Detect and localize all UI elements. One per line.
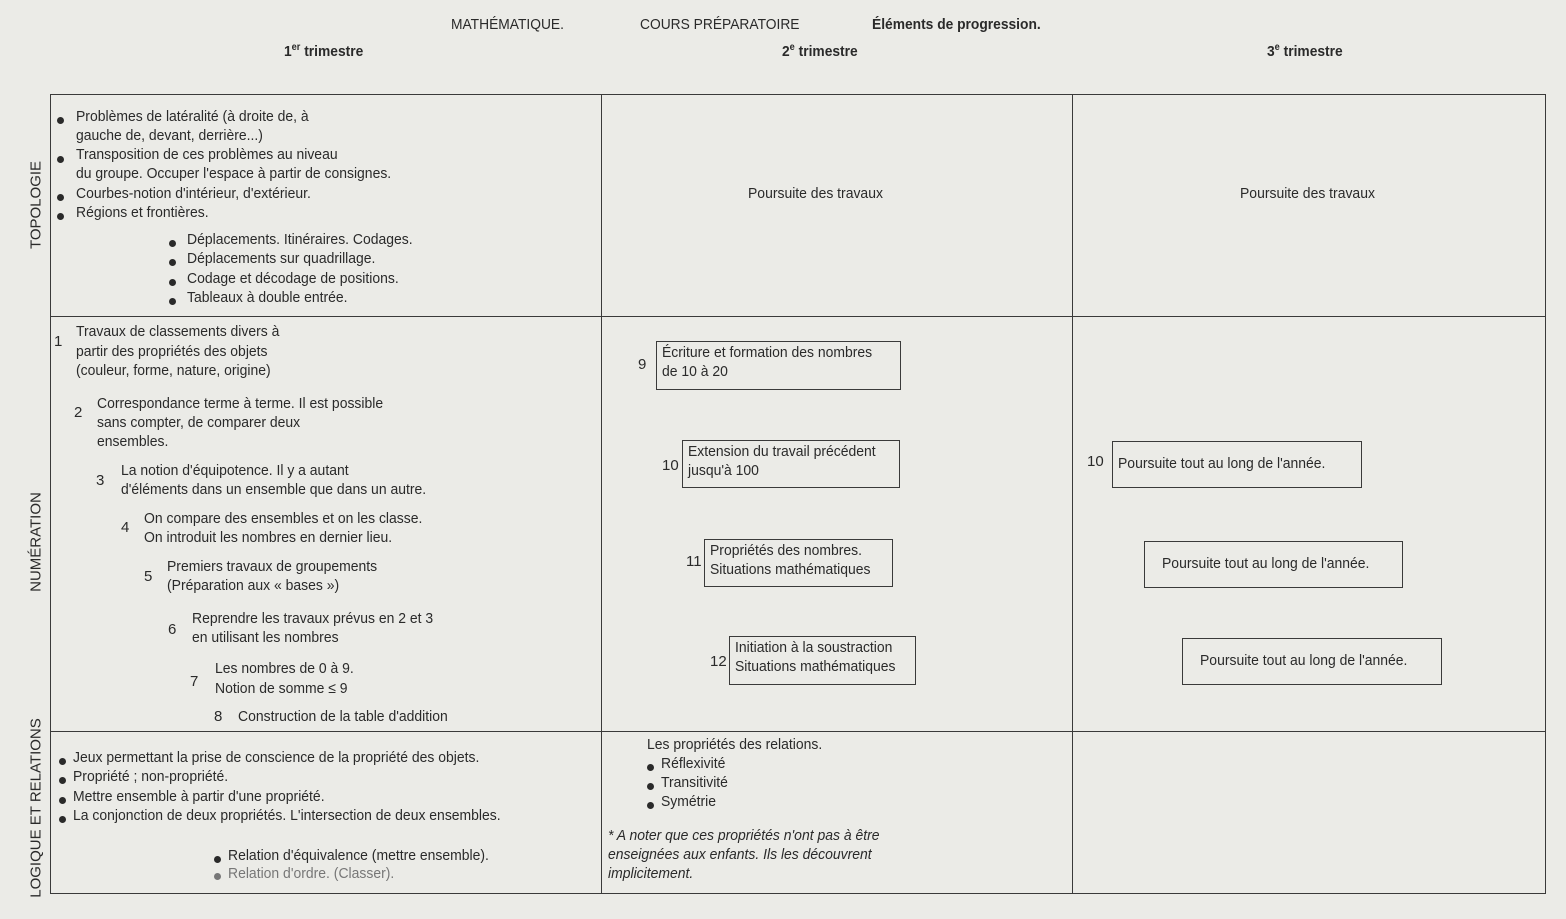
step-number: 8 (214, 708, 223, 725)
numeration-step-text: sans compter, de comparer deux (97, 414, 301, 431)
numeration-box: Extension du travail précédent jusqu'à 100 (682, 440, 900, 488)
step-number: 7 (190, 673, 199, 690)
label-column-border (50, 94, 51, 894)
numeration-step-text: Construction de la table d'addition (238, 708, 448, 725)
logique-note: implicitement. (608, 865, 694, 882)
row-label-numeration: NUMÉRATION (27, 492, 45, 592)
topologie-item: du groupe. Occuper l'espace à partir de consignes. (76, 165, 392, 182)
step-number: 4 (121, 519, 130, 536)
level-heading: COURS PRÉPARATOIRE (640, 16, 800, 33)
step-number: 1 (54, 333, 63, 350)
bullet (169, 240, 176, 247)
bullet (57, 156, 64, 163)
bullet (57, 117, 64, 124)
logique-item: La conjonction de deux propriétés. L'intersection de deux ensembles. (73, 807, 501, 824)
column-divider-1 (601, 94, 602, 894)
numeration-step-text: Premiers travaux de groupements (167, 558, 378, 575)
topologie-item: gauche de, devant, derrière...) (76, 127, 263, 144)
bullet (169, 259, 176, 266)
row-divider-2 (50, 731, 1546, 732)
bullet (647, 802, 654, 809)
term3-heading: 3e trimestre (1267, 42, 1343, 60)
table-top-border (50, 94, 1546, 95)
logique-property: Transitivité (661, 774, 728, 791)
numeration-step-text: Notion de somme ≤ 9 (215, 680, 348, 697)
bullet (214, 856, 221, 863)
bullet (59, 816, 66, 823)
numeration-box: Poursuite tout au long de l'année. (1144, 541, 1403, 588)
numeration-box: Poursuite tout au long de l'année. (1112, 441, 1362, 488)
logique-property: Réflexivité (661, 755, 726, 772)
logique-note: enseignées aux enfants. Ils les découvrent (608, 846, 872, 863)
numeration-box: Propriétés des nombres. Situations mathématiques (704, 539, 893, 587)
box-number: 10 (1087, 453, 1104, 470)
table-bottom-border (50, 893, 1546, 894)
term1-heading: 1er trimestre (284, 42, 364, 60)
topologie-item: Courbes-notion d'intérieur, d'extérieur. (76, 185, 311, 202)
row-divider-1 (50, 316, 1546, 317)
topologie-subitem: Tableaux à double entrée. (187, 289, 348, 306)
title-heading: Éléments de progression. (872, 16, 1041, 33)
topologie-item: Régions et frontières. (76, 204, 209, 221)
numeration-step-text: Correspondance terme à terme. Il est possible (97, 395, 384, 412)
subject-heading: MATHÉMATIQUE. (451, 16, 564, 33)
numeration-box: Poursuite tout au long de l'année. (1182, 638, 1442, 685)
topologie-term2-text: Poursuite des travaux (748, 185, 883, 202)
topologie-subitem: Codage et décodage de positions. (187, 270, 399, 287)
topologie-item: Transposition de ces problèmes au niveau (76, 146, 338, 163)
bullet (647, 783, 654, 790)
numeration-step-text: Travaux de classements divers à (76, 323, 280, 340)
topologie-subitem: Déplacements sur quadrillage. (187, 250, 376, 267)
logique-note: * A noter que ces propriétés n'ont pas à être (608, 827, 880, 844)
step-number: 5 (144, 568, 153, 585)
term2-heading: 2e trimestre (782, 42, 858, 60)
logique-item: Propriété ; non-propriété. (73, 768, 229, 785)
topologie-term3-text: Poursuite des travaux (1240, 185, 1375, 202)
bullet (169, 298, 176, 305)
box-number: 12 (710, 653, 727, 670)
numeration-step-text: On introduit les nombres en dernier lieu. (144, 529, 393, 546)
bullet (169, 279, 176, 286)
column-divider-2 (1072, 94, 1073, 894)
numeration-step-text: Reprendre les travaux prévus en 2 et 3 (192, 610, 434, 627)
box-number: 11 (686, 553, 702, 570)
logique-property: Symétrie (661, 793, 717, 810)
numeration-step-text: en utilisant les nombres (192, 629, 339, 646)
table-right-border (1545, 94, 1546, 894)
numeration-step-text: (couleur, forme, nature, origine) (76, 362, 271, 379)
logique-term2-title: Les propriétés des relations. (647, 736, 823, 753)
numeration-step-text: ensembles. (97, 433, 169, 450)
step-number: 2 (74, 404, 83, 421)
topologie-subitem: Déplacements. Itinéraires. Codages. (187, 231, 413, 248)
bullet (59, 777, 66, 784)
bullet (647, 764, 654, 771)
logique-item: Mettre ensemble à partir d'une propriété. (73, 788, 325, 805)
box-number: 9 (638, 356, 647, 373)
bullet (59, 797, 66, 804)
numeration-step-text: d'éléments dans un ensemble que dans un autre. (121, 481, 427, 498)
bullet (59, 758, 66, 765)
numeration-step-text: (Préparation aux « bases ») (167, 577, 340, 594)
box-number: 10 (662, 457, 679, 474)
numeration-box: Initiation à la soustraction Situations mathématiques (729, 636, 916, 685)
numeration-step-text: Les nombres de 0 à 9. (215, 660, 354, 677)
numeration-box: Écriture et formation des nombres de 10 à 20 (656, 341, 901, 390)
step-number: 6 (168, 621, 177, 638)
logique-subitem: Relation d'équivalence (mettre ensemble). (228, 847, 489, 864)
bullet (57, 194, 64, 201)
bullet (214, 873, 221, 880)
logique-subitem: Relation d'ordre. (Classer). (228, 865, 395, 882)
row-label-topologie: TOPOLOGIE (27, 160, 45, 250)
topologie-item: Problèmes de latéralité (à droite de, à (76, 108, 309, 125)
numeration-step-text: La notion d'équipotence. Il y a autant (121, 462, 349, 479)
logique-item: Jeux permettant la prise de conscience de la propriété des objets. (73, 749, 480, 766)
step-number: 3 (96, 472, 105, 489)
numeration-step-text: On compare des ensembles et on les classe. (144, 510, 423, 527)
numeration-step-text: partir des propriétés des objets (76, 343, 268, 360)
row-label-logique: LOGIQUE ET RELATIONS (27, 718, 45, 898)
bullet (57, 213, 64, 220)
